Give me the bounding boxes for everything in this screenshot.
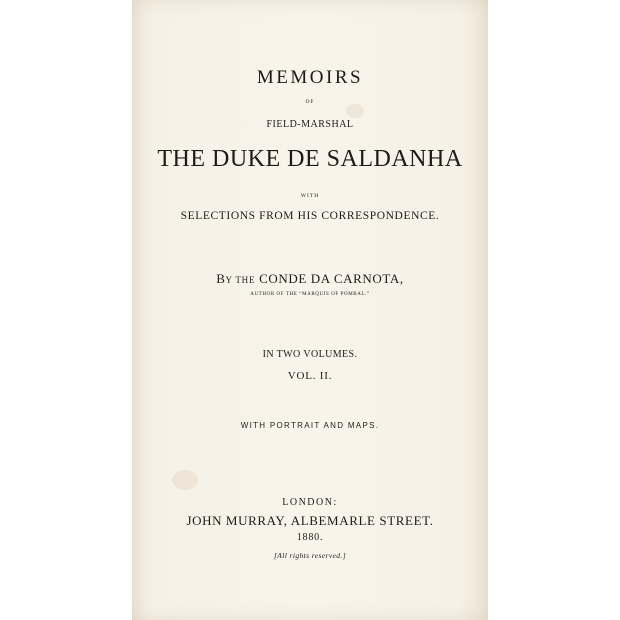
author-line (132, 272, 488, 285)
title-connector-with: WITH (300, 193, 320, 199)
imprint-publisher: JOHN MURRAY, ALBEMARLE STREET. (186, 513, 434, 528)
author-credit: AUTHOR OF THE “MARQUIS OF POMBAL.” (250, 292, 370, 297)
volume-count: IN TWO VOLUMES. (262, 349, 358, 360)
author-by: BY THE (216, 271, 256, 286)
book-title: MEMOIRS (256, 67, 364, 88)
subject-name: THE DUKE DE SALDANHA (157, 146, 463, 172)
author-name: CONDE DA CARNOTA, (259, 271, 404, 286)
imprint-year: 1880. (296, 532, 324, 543)
paper-stain (346, 104, 364, 118)
illustrations-note: WITH PORTRAIT AND MAPS. (240, 421, 380, 430)
rights-notice: [All rights reserved.] (273, 551, 347, 560)
title-connector-of: OF (305, 99, 315, 105)
subject-rank: FIELD-MARSHAL (266, 119, 354, 130)
paper-stain (172, 470, 198, 490)
subtitle: SELECTIONS FROM HIS CORRESPONDENCE. (180, 210, 440, 222)
imprint-place: LONDON: (282, 497, 338, 508)
volume-number: VOL. II. (287, 370, 333, 382)
title-page (132, 0, 488, 620)
